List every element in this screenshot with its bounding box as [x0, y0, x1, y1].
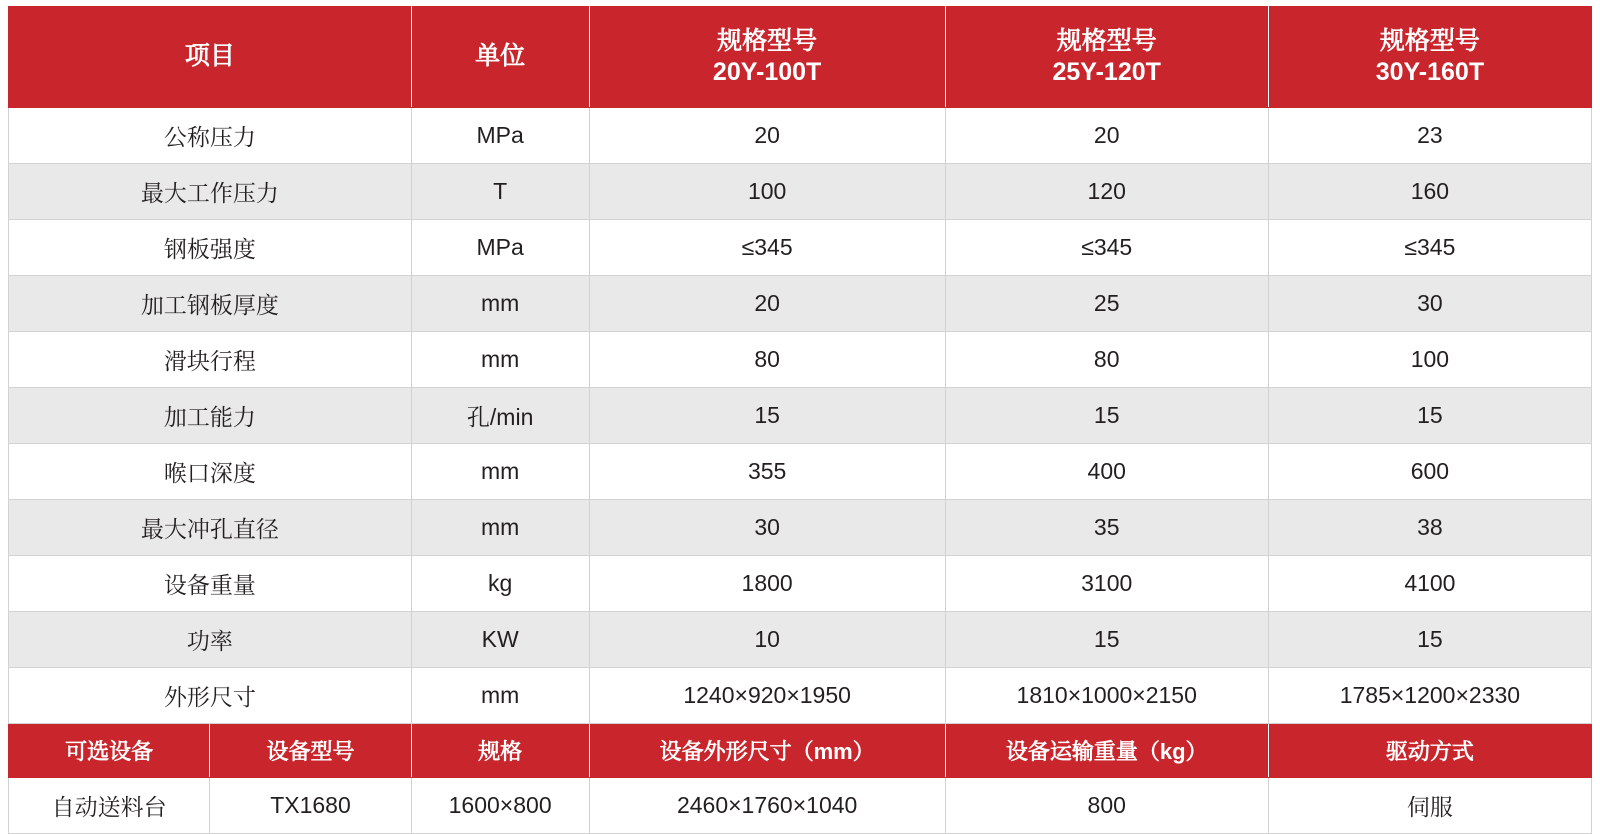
cell-item: 加工钢板厚度: [9, 276, 412, 332]
cell-value-1: 1240×920×1950: [589, 668, 945, 724]
cell-unit: mm: [411, 668, 589, 724]
cell-unit: MPa: [411, 108, 589, 164]
header-cell-model-2: [945, 7, 1268, 108]
header-line2: 25Y-120T: [1052, 58, 1161, 86]
header-line1: 规格型号: [717, 26, 818, 55]
header-line2: 30Y-160T: [1375, 58, 1485, 86]
table-row: [9, 388, 1592, 444]
option-cell-spec: 1600×800: [411, 778, 589, 834]
cell-unit: KW: [411, 612, 589, 668]
cell-value-2: 80: [945, 332, 1268, 388]
table-row: [9, 108, 1592, 164]
cell-value-2: ≤345: [945, 220, 1268, 276]
cell-value-3: 30: [1268, 276, 1591, 332]
option-header-name: 可选设备: [9, 724, 210, 778]
table-header-row: [9, 7, 1592, 108]
cell-value-3: 15: [1268, 612, 1591, 668]
cell-value-2: 1810×1000×2150: [945, 668, 1268, 724]
cell-value-1: 20: [589, 108, 945, 164]
table-row: [9, 444, 1592, 500]
optional-equipment-row: [9, 778, 1592, 834]
header-line1: 单位: [475, 42, 526, 71]
cell-value-2: 20: [945, 108, 1268, 164]
option-cell-weight: 800: [945, 778, 1268, 834]
table-row: [9, 276, 1592, 332]
table-row: [9, 500, 1592, 556]
cell-unit: MPa: [411, 220, 589, 276]
option-header-model: 设备型号: [210, 724, 411, 778]
option-cell-dimensions: 2460×1760×1040: [589, 778, 945, 834]
optional-equipment-header-row: [9, 724, 1592, 778]
cell-value-2: 400: [945, 444, 1268, 500]
cell-value-3: ≤345: [1268, 220, 1591, 276]
cell-value-3: 1785×1200×2330: [1268, 668, 1591, 724]
cell-value-2: 35: [945, 500, 1268, 556]
option-header-spec: 规格: [411, 724, 589, 778]
option-cell-name: 自动送料台: [9, 778, 210, 834]
cell-value-3: 600: [1268, 444, 1591, 500]
cell-item: 最大工作压力: [9, 164, 412, 220]
table-row: [9, 668, 1592, 724]
option-cell-drive: 伺服: [1268, 778, 1591, 834]
cell-value-2: 25: [945, 276, 1268, 332]
cell-value-1: 80: [589, 332, 945, 388]
cell-value-2: 15: [945, 388, 1268, 444]
cell-item: 最大冲孔直径: [9, 500, 412, 556]
cell-value-3: 15: [1268, 388, 1591, 444]
cell-value-3: 160: [1268, 164, 1591, 220]
cell-value-3: 38: [1268, 500, 1591, 556]
cell-value-1: 1800: [589, 556, 945, 612]
cell-item: 外形尺寸: [9, 668, 412, 724]
table-row: [9, 220, 1592, 276]
cell-unit: 孔/min: [411, 388, 589, 444]
table-row: [9, 332, 1592, 388]
cell-value-2: 3100: [945, 556, 1268, 612]
cell-value-1: 10: [589, 612, 945, 668]
cell-value-1: 20: [589, 276, 945, 332]
cell-item: 功率: [9, 612, 412, 668]
cell-value-1: 355: [589, 444, 945, 500]
table-row: [9, 556, 1592, 612]
cell-value-1: 30: [589, 500, 945, 556]
cell-value-3: 23: [1268, 108, 1591, 164]
header-cell-unit: [411, 7, 589, 108]
header-cell-item: [9, 7, 412, 108]
cell-item: 滑块行程: [9, 332, 412, 388]
cell-item: 喉口深度: [9, 444, 412, 500]
cell-item: 设备重量: [9, 556, 412, 612]
cell-value-1: ≤345: [589, 220, 945, 276]
specification-table: [8, 6, 1592, 834]
header-line1: 项目: [184, 42, 235, 71]
cell-unit: mm: [411, 332, 589, 388]
option-header-drive: 驱动方式: [1268, 724, 1591, 778]
option-header-dimensions: 设备外形尺寸（mm）: [589, 724, 945, 778]
cell-item: 钢板强度: [9, 220, 412, 276]
cell-value-2: 15: [945, 612, 1268, 668]
header-cell-model-3: [1268, 7, 1591, 108]
cell-value-1: 15: [589, 388, 945, 444]
cell-value-3: 100: [1268, 332, 1591, 388]
cell-unit: mm: [411, 276, 589, 332]
option-header-weight: 设备运输重量（kg）: [945, 724, 1268, 778]
table-row: [9, 612, 1592, 668]
header-line1: 规格型号: [1056, 26, 1157, 55]
header-line2: 20Y-100T: [712, 58, 822, 86]
cell-unit: kg: [411, 556, 589, 612]
cell-value-1: 100: [589, 164, 945, 220]
header-cell-model-1: [589, 7, 945, 108]
header-line1: 规格型号: [1379, 26, 1480, 55]
cell-item: 公称压力: [9, 108, 412, 164]
cell-unit: mm: [411, 444, 589, 500]
cell-unit: mm: [411, 500, 589, 556]
cell-value-2: 120: [945, 164, 1268, 220]
table-row: [9, 164, 1592, 220]
cell-unit: T: [411, 164, 589, 220]
option-cell-model: TX1680: [210, 778, 411, 834]
cell-item: 加工能力: [9, 388, 412, 444]
cell-value-3: 4100: [1268, 556, 1591, 612]
